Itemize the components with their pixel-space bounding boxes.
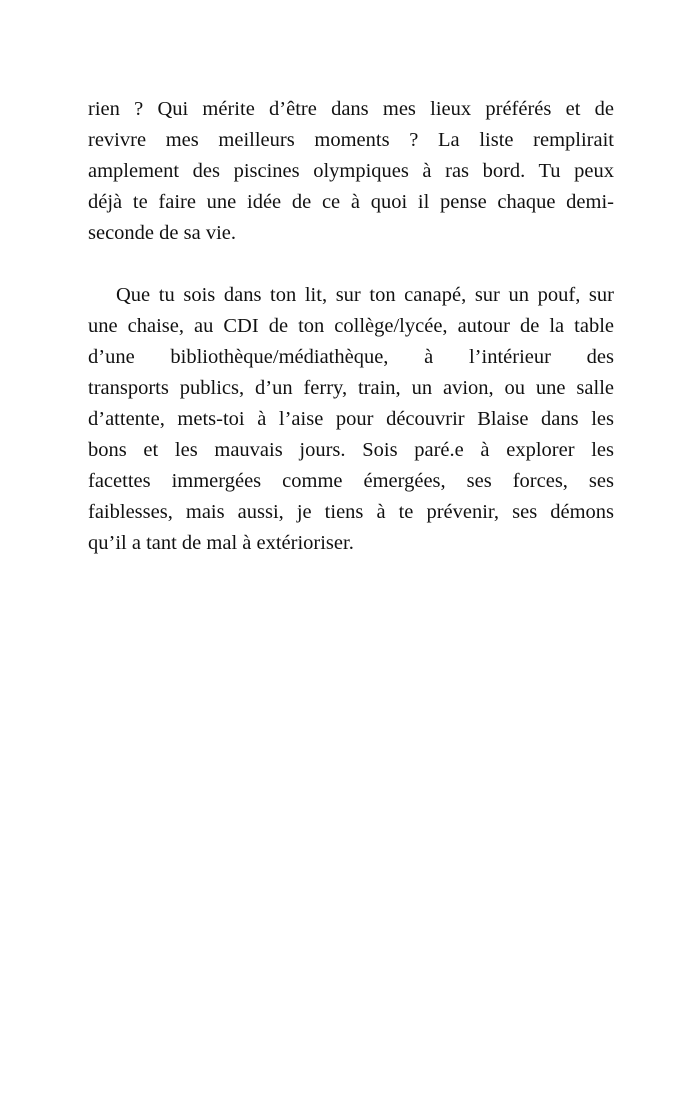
paragraph-1 [88, 94, 614, 249]
text-line: d’une bibliothèque/médiathèque, à l’intérieur des [88, 346, 614, 368]
text-line: facettes immergées comme émergées, ses forces, ses [88, 470, 614, 492]
text-line: Que tu sois dans ton lit, sur ton canapé, sur un pouf, sur [116, 284, 614, 306]
text-line: rien ? Qui mérite d’être dans mes lieux préférés et de [88, 98, 614, 120]
text-line: une chaise, au CDI de ton collège/lycée, autour de la table [88, 315, 614, 337]
text-line: transports publics, d’un ferry, train, un avion, ou une salle [88, 377, 614, 399]
text-line: d’attente, mets-toi à l’aise pour découvrir Blaise dans les [88, 408, 614, 430]
text-line: amplement des piscines olympiques à ras bord. Tu peux [88, 160, 614, 182]
text-line: faiblesses, mais aussi, je tiens à te prévenir, ses démons [88, 501, 614, 523]
text-line: revivre mes meilleurs moments ? La liste remplirait [88, 129, 614, 151]
text-line: déjà te faire une idée de ce à quoi il pense chaque demi- [88, 191, 614, 213]
book-page-text [88, 94, 614, 559]
paragraph-spacer [88, 249, 614, 280]
text-line: qu’il a tant de mal à extérioriser. [88, 532, 354, 554]
text-line: seconde de sa vie. [88, 222, 236, 244]
text-line: bons et les mauvais jours. Sois paré.e à explorer les [88, 439, 614, 461]
paragraph-2 [88, 280, 614, 559]
